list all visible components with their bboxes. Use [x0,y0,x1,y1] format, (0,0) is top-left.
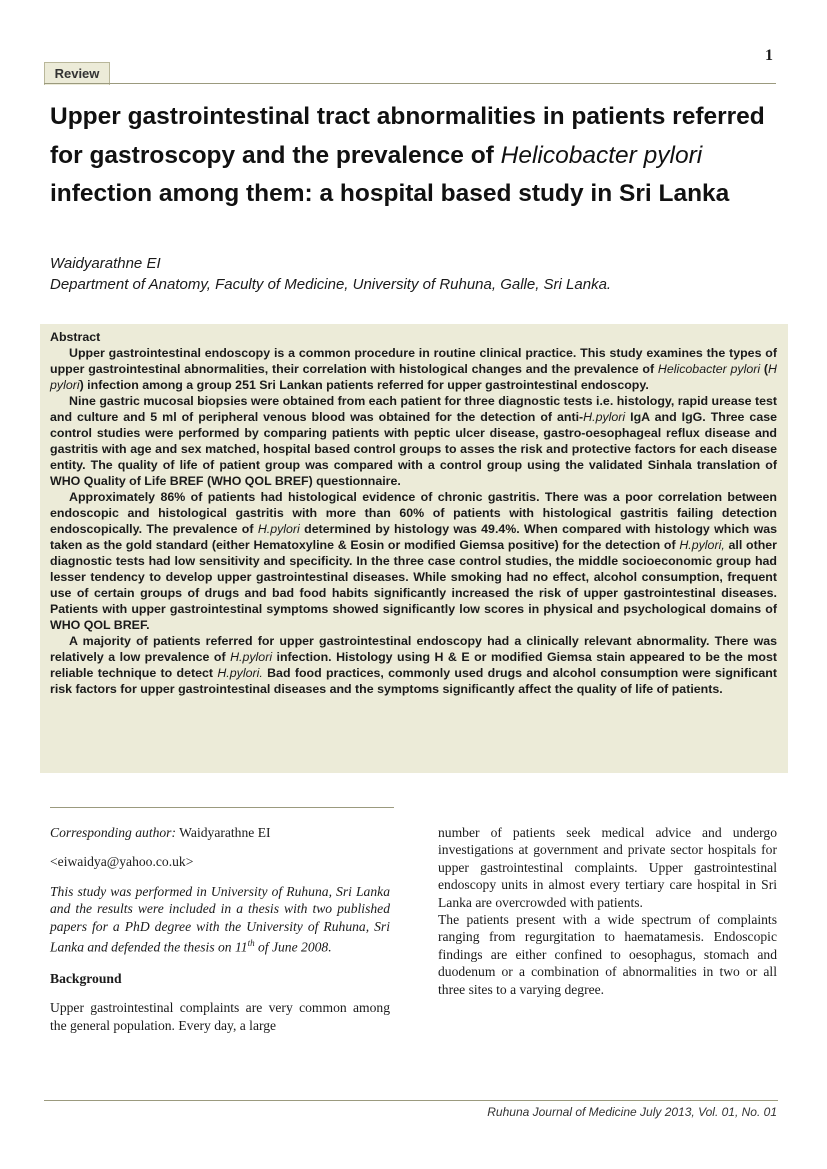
page-number: 1 [765,47,773,64]
note-text: of June 2008. [254,939,332,955]
abstract-paragraph [50,345,777,393]
note-text: This study was performed in University of Ruhuna, Sri Lanka and the results were included in a thesis with two published papers for a PhD degree with the University of Ruhuna, Sri Lanka and defended the thesis on 11 [50,883,390,955]
background-heading: Background [50,970,122,986]
background-paragraph: Upper gastrointestinal complaints are very common among the general population. Every day, a large [50,1000,390,1033]
journal-footer: Ruhuna Journal of Medicine July 2013, Vol. 01, No. 01 [487,1105,777,1119]
note-superscript: th [247,938,255,949]
header-divider [44,83,776,84]
article-title [50,98,785,214]
abstract-paragraph [50,489,777,633]
title-part-2: infection among them: a hospital based study in Sri Lanka [50,180,730,207]
abstract-text: all other diagnostic tests had low sensitivity and specificity. In the three case control studies, the middle socioeconomic group had lesser tendency to develop upper gastrointestinal diseases. While smoking had no effect, alcohol consumption, frequent use of certain groups of drugs and bad food habits significantly increased the risk of upper gastrointestinal diseases. Patients with upper gastrointestinal symptoms showed significantly low scores in physical and psychological domains of WHO QOL BREF. [50,538,777,632]
abstract-text: determined by histology was 49.4%. When compared with histology which was taken as the gold standard (either Hematoxyline & Eosin or modified Giemsa positive) for the detection of [50,522,777,552]
abstract-text: Approximately 86% of patients had histological evidence of chronic gastritis. There was a poor correlation between endoscopic and histological gastritis with more than 60% of patients with histological gastritis failing detection endoscopically. The prevalence of [50,490,777,536]
thesis-note [50,883,390,956]
abstract-text: Upper gastrointestinal endoscopy is a common procedure in routine clinical practice. This study examines the types of upper gastrointestinal abnormalities, their correlation with histological changes and the prevalence of [50,346,777,376]
abstract-box [40,324,788,773]
author: Waidyarathne EI [50,255,161,272]
abstract-paragraph [50,393,777,489]
section-label: Review [44,62,110,85]
abstract-italic: H.pylori [257,522,300,536]
abstract-text: IgA and IgG. Three case control studies were performed by comparing patients with peptic ulcer disease, gastro-oesophageal reflux disease and gastritis with age and sex matched, hospital based control groups to asses the risk and protective factors for each disease entity. The quality of life of patient group was compared with a control group using the validated Sinhala translation of WHO Quality of Life BREF (WHO QOL BREF) questionnaire. [50,410,777,488]
abstract-paragraph [50,633,777,697]
affiliation: Department of Anatomy, Faculty of Medicine, University of Ruhuna, Galle, Sri Lanka. [50,276,612,293]
abstract-text: Bad food practices, commonly used drugs and alcohol consumption were significant risk factors for upper gastrointestinal diseases and the symptoms significantly affect the quality of life of patients. [50,666,777,696]
abstract-text: ( [760,362,769,376]
abstract-text: Nine gastric mucosal biopsies were obtained from each patient for three diagnostic tests i.e. histology, rapid urease test and culture and 5 ml of peripheral venous blood was obtained for the detection of anti- [50,394,777,424]
abstract-italic: H.pylori [583,410,626,424]
abstract-text: ) infection among a group 251 Sri Lankan patients referred for upper gastrointestinal endoscopy. [79,378,649,392]
title-italic: Helicobacter pylori [500,141,703,169]
abstract-italic: Helicobacter pylori [657,362,761,376]
corresponding-name: Waidyarathne EI [176,825,271,840]
abstract-italic: H.pylori, [679,538,725,552]
body-paragraph: number of patients seek medical advice and undergo investigations at government and private sector hospitals for upper gastrointestinal complaints. Upper gastrointestinal endoscopy units in almost every tertiary care hospital in Sri Lanka are overcrowded with patients. [438,825,777,910]
abstract-heading: Abstract [50,330,101,344]
abstract-text: infection. Histology using H & E or modified Giemsa stain appeared to be the most reliable technique to detect [50,650,777,680]
right-column [438,824,777,998]
left-column [50,824,390,1034]
footer-divider [44,1100,778,1101]
body-paragraph: The patients present with a wide spectrum of complaints ranging from regurgitation to haematamesis. Endoscopic findings are either confined to oesophagus, stomach and duodenum or a combination of abnormalities in two or all three sites to a varying degree. [438,912,777,997]
corresponding-author [50,824,390,841]
abstract-text: A majority of patients referred for upper gastrointestinal endoscopy had a clinically relevant abnormality. There was relatively a low prevalence of [50,634,777,664]
abstract-italic: H.pylori [230,650,273,664]
abstract-italic: H.pylori. [217,666,263,680]
title-part-1: Upper gastrointestinal tract abnormalities in patients referred for gastroscopy and the prevalence of [50,103,765,169]
author-email[interactable]: <eiwaidya@yahoo.co.uk> [50,854,194,870]
abstract-italic: H pylori [50,362,777,392]
footnote-divider [50,807,394,808]
corresponding-label: Corresponding author: [50,825,177,840]
